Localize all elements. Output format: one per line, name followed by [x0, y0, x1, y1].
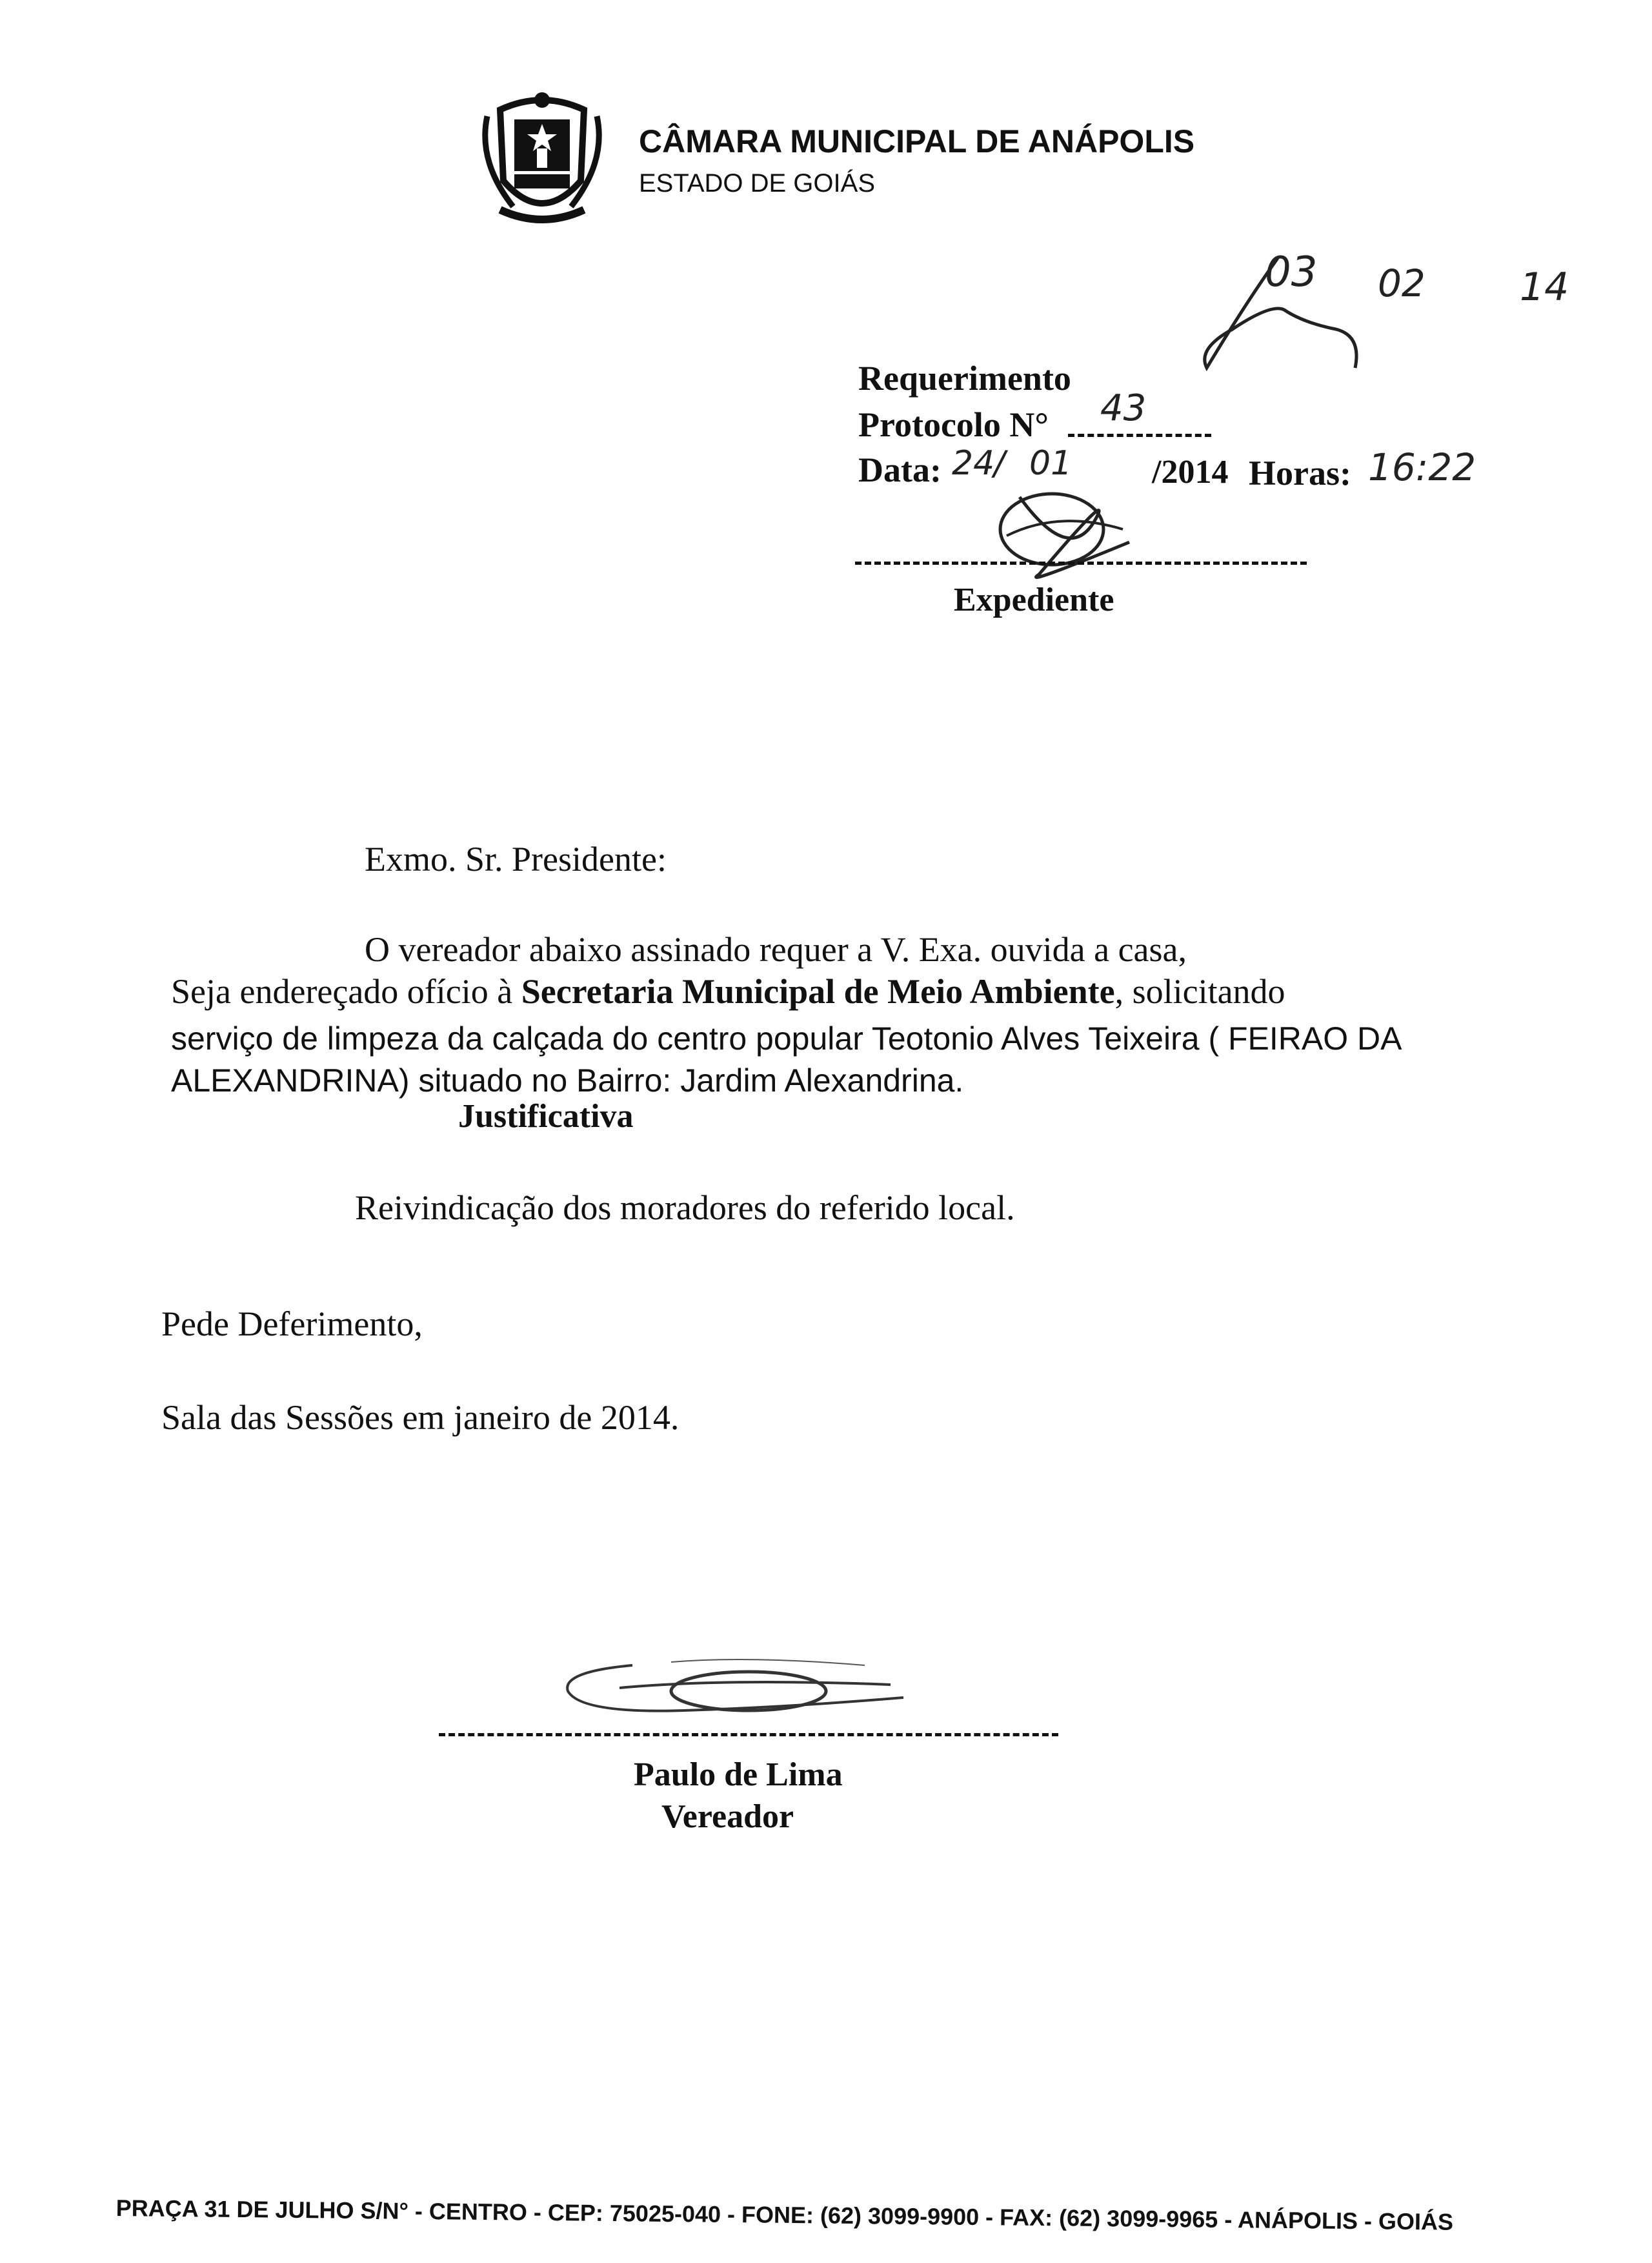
protocolo-label: Protocolo N°: [858, 405, 1049, 444]
protocolo-line: [1068, 434, 1211, 437]
hour-value: 16:22: [1368, 445, 1476, 489]
coat-of-arms-logo: [474, 84, 610, 232]
request-line-2-end: , solicitando: [1114, 972, 1285, 1011]
justificativa-heading: Justificativa: [458, 1098, 634, 1135]
date-day: 24: [952, 444, 995, 483]
initials-signature: [1194, 252, 1368, 381]
signature-line: [439, 1733, 1058, 1736]
state-name: ESTADO DE GOIÁS: [639, 169, 875, 198]
justificativa-text: Reivindicação dos moradores do referido local.: [355, 1188, 1015, 1227]
request-line-1: O vereador abaixo assinado requer a V. Exa. ouvida a casa,: [365, 930, 1187, 969]
footer-address: PRAÇA 31 DE JULHO S/N° - CENTRO - CEP: 75025-040 - FONE: (62) 3099-9900 - FAX: (62) 3099-9965 - ANÁPOLIS - GOIÁS: [116, 2195, 1454, 2235]
salutation: Exmo. Sr. Presidente:: [365, 840, 667, 878]
requerimento-label: Requerimento: [858, 359, 1071, 398]
request-line-2: [171, 971, 1285, 1011]
handwritten-signature: [555, 1652, 916, 1730]
data-label: Data:: [858, 451, 942, 489]
date-month: 01: [1029, 444, 1073, 483]
handwritten-day: 03: [1265, 249, 1318, 296]
institution-name: CÂMARA MUNICIPAL DE ANÁPOLIS: [639, 123, 1195, 159]
signer-title: Vereador: [661, 1798, 794, 1835]
signer-name: Paulo de Lima: [634, 1756, 843, 1793]
request-line-2-start: Seja endereçado ofício à: [171, 972, 521, 1011]
handwritten-month: 02: [1378, 261, 1425, 305]
expediente-line: [855, 562, 1307, 565]
place-date: Sala das Sessões em janeiro de 2014.: [161, 1398, 680, 1437]
expediente-label: Expediente: [954, 582, 1114, 618]
handwritten-year: 14: [1520, 265, 1569, 310]
year-label: /2014: [1152, 454, 1229, 491]
closing: Pede Deferimento,: [161, 1304, 423, 1343]
expediente-signature: [981, 478, 1149, 594]
request-line-3: serviço de limpeza da calçada do centro popular Teotonio Alves Teixeira ( FEIRAO DA: [171, 1020, 1402, 1057]
secretaria-name: Secretaria Municipal de Meio Ambiente: [521, 972, 1115, 1011]
request-line-4: ALEXANDRINA) situado no Bairro: Jardim Alexandrina.: [171, 1062, 964, 1099]
date-separator: /: [994, 444, 1005, 483]
protocol-number: 43: [1100, 387, 1147, 429]
horas-label: Horas:: [1249, 454, 1351, 492]
